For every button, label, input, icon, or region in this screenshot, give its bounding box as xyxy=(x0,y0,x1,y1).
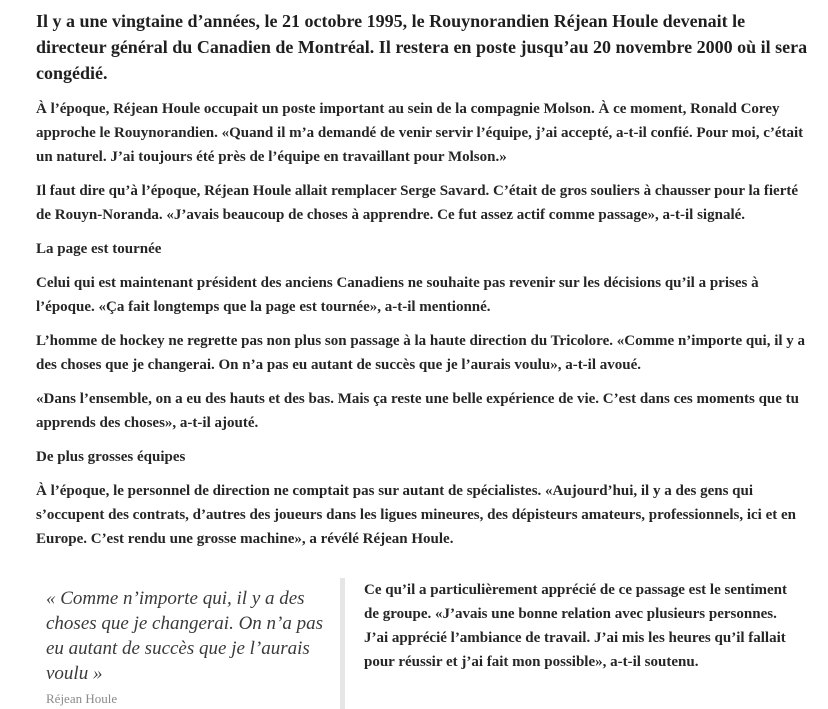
paragraph-7: Ce qu’il a particulièrement apprécié de ce passage est le sentiment de groupe. «J’avais une bonne relation avec plusieurs personnes. J’ai apprécié l’ambiance de travail. J’ai mis les heures qu’il fallait pour réussir et j’ai fait mon possible», a-t-il soutenu. xyxy=(364,582,787,670)
paragraph-5: «Dans l’ensemble, on a eu des hauts et des bas. Mais ça reste une belle expérience de vie. C’est dans ces moments que tu apprends des choses», a-t-il ajouté. xyxy=(36,391,800,431)
article-lead: Il y a une vingtaine d’années, le 21 octobre 1995, le Rouynorandien Réjean Houle devenait le directeur général du Canadien de Montréal. Il restera en poste jusqu’au 20 novembre 2000 où il sera congédié. xyxy=(36,11,808,83)
article-body xyxy=(36,8,816,561)
paragraph-4: L’homme de hockey ne regrette pas non plus son passage à la haute direction du Tricolore. «Comme n’importe qui, il y a des choses que je changerai. On n’a pas eu autant de succès que je l’aurais voulu», a-t-il avoué. xyxy=(36,333,806,373)
pullquote-section xyxy=(36,578,816,709)
pullquote-author: Réjean Houle xyxy=(46,691,118,706)
pullquote-text: « Comme n’importe qui, il y a des choses que je changerai. On n’a pas eu autant de succès que je l’aurais voulu » xyxy=(46,588,324,684)
subheading-grosses-equipes: De plus grosses équipes xyxy=(36,449,186,465)
pullquote xyxy=(36,578,336,709)
paragraph-3: Celui qui est maintenant président des anciens Canadiens ne souhaite pas revenir sur les décisions qu’il a prises à l’époque. «Ça fait longtemps que la page est tournée», a-t-il mentionné. xyxy=(36,275,759,315)
paragraph-1: À l’époque, Réjean Houle occupait un poste important au sein de la compagnie Molson. À ce moment, Ronald Corey approche le Rouynorandien. «Quand il m’a demandé de venir servir l’équipe, j’ai accepté, a-t-il confié. Pour moi, c’était un naturel. J’ai toujours été près de l’équipe en travaillant pour Molson.» xyxy=(36,101,804,165)
subheading-page-tournee: La page est tournée xyxy=(36,241,162,257)
pullquote-divider xyxy=(340,578,345,709)
paragraph-6: À l’époque, le personnel de direction ne comptait pas sur autant de spécialistes. «Aujourd’hui, il y a des gens qui s’occupent des contrats, d’autres des joueurs dans les ligues mineures, des dépisteurs amateurs, professionnels, ici et en Europe. C’est rendu une grosse machine», a révélé Réjean Houle. xyxy=(36,483,796,547)
paragraph-2: Il faut dire qu’à l’époque, Réjean Houle allait remplacer Serge Savard. C’était de gros souliers à chausser pour la fierté de Rouyn-Noranda. «J’avais beaucoup de choses à apprendre. Ce fut assez actif comme passage», a-t-il signalé. xyxy=(36,183,799,223)
